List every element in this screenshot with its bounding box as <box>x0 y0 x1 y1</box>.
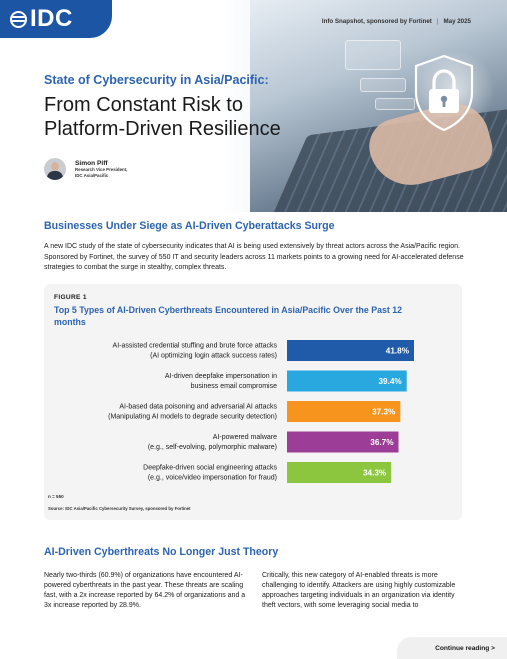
section-heading-theory: AI-Driven Cyberthreats No Longer Just Theory <box>44 546 279 558</box>
figure-title: Top 5 Types of AI-Driven Cyberthreats Encountered in Asia/Pacific Over the Past 12 months <box>54 305 403 327</box>
header-separator: | <box>436 18 439 25</box>
ui-overlay-panel <box>345 40 401 70</box>
report-title-line1: From Constant Risk to <box>44 94 243 116</box>
author-avatar <box>44 158 66 180</box>
section-heading-siege: Businesses Under Siege as AI-Driven Cyberattacks Surge <box>44 220 335 232</box>
chart-value-label-4: 36.7% <box>370 438 394 447</box>
globe-icon <box>10 11 27 28</box>
figure-card <box>44 284 462 520</box>
idc-logo[interactable] <box>0 0 112 38</box>
chart-category-label-1-2: (AI optimizing login attack success rates) <box>150 352 277 360</box>
author-org: IDC Asia/Pacific <box>75 172 109 178</box>
continue-reading-button[interactable]: Continue reading > <box>397 637 507 659</box>
bar-chart <box>44 337 462 487</box>
figure-label: FIGURE 1 <box>54 294 87 301</box>
ui-overlay-panel <box>360 78 406 92</box>
chart-category-label-2-1: AI-driven deepfake impersonation in <box>164 373 277 380</box>
publish-date: May 2025 <box>443 18 471 25</box>
chart-category-label-5-2: (e.g., voice/video impersonation for fraud) <box>147 474 277 482</box>
intro-paragraph: A new IDC study of the state of cybersecurity indicates that AI is being used extensively by threat actors across the Asia/Pacific region. Sponsored by Fortinet, the survey of 550 IT and security leaders across 11 markets points to a growing need for AI-accelerated defense strategies to combat the surge in stealthy, complex threats. <box>44 243 464 271</box>
shield-lock-icon <box>412 54 476 132</box>
author-block <box>44 158 127 180</box>
chart-category-label-5-1: Deepfake-driven social engineering attacks <box>143 464 277 472</box>
figure-source: Source: IDC Asia/Pacific Cybersecurity Survey, sponsored by Fortinet <box>48 506 191 511</box>
sample-size: n = 550 <box>48 494 64 499</box>
sponsor-label: Info Snapshot, sponsored by Fortinet <box>321 18 432 25</box>
chart-value-label-5: 34.3% <box>362 468 387 478</box>
chart-category-label-3-1: AI-based data poisoning and adversarial AI attacks <box>119 403 277 411</box>
report-title <box>44 93 314 141</box>
report-subtitle: State of Cybersecurity in Asia/Pacific: <box>44 73 269 87</box>
chart-category-label-3-2: (Manipulating AI models to degrade security detection) <box>108 413 277 421</box>
header-meta <box>322 18 471 25</box>
logo-text: IDC <box>30 5 73 32</box>
chart-value-label-1: 41.8% <box>385 346 409 356</box>
chart-category-label-2-2: business email compromise <box>190 383 277 390</box>
hero-banner <box>0 0 507 212</box>
author-name: Simon Piff <box>75 159 108 167</box>
author-role: Research Vice President, <box>75 166 128 172</box>
chart-value-label-3: 37.3% <box>372 407 396 417</box>
chart-value-label-2: 39.4% <box>378 377 402 386</box>
report-title-line2: Platform-Driven Resilience <box>44 118 281 140</box>
body-column-right: Critically, this new category of AI-enabled threats is more challenging to identify. Attackers are using highly customizable approaches targeting individuals in an organization via identity theft vectors, with some leveraging social media to <box>262 572 456 609</box>
ui-overlay-panel <box>375 98 415 110</box>
chart-category-label-4-2: (e.g., self-evolving, polymorphic malware) <box>147 444 277 451</box>
body-column-left: Nearly two-thirds (60.9%) of organizations have encountered AI-powered cyberthreats in the past year. These threats are scaling fast, with a 2x increase reported by 64.2% of organizations and a 3x increase reported by 28.9%. <box>44 572 246 609</box>
chart-category-label-1-1: AI-assisted credential stuffing and brute force attacks <box>112 342 277 350</box>
chart-category-label-4-1: AI-powered malware <box>212 434 277 441</box>
